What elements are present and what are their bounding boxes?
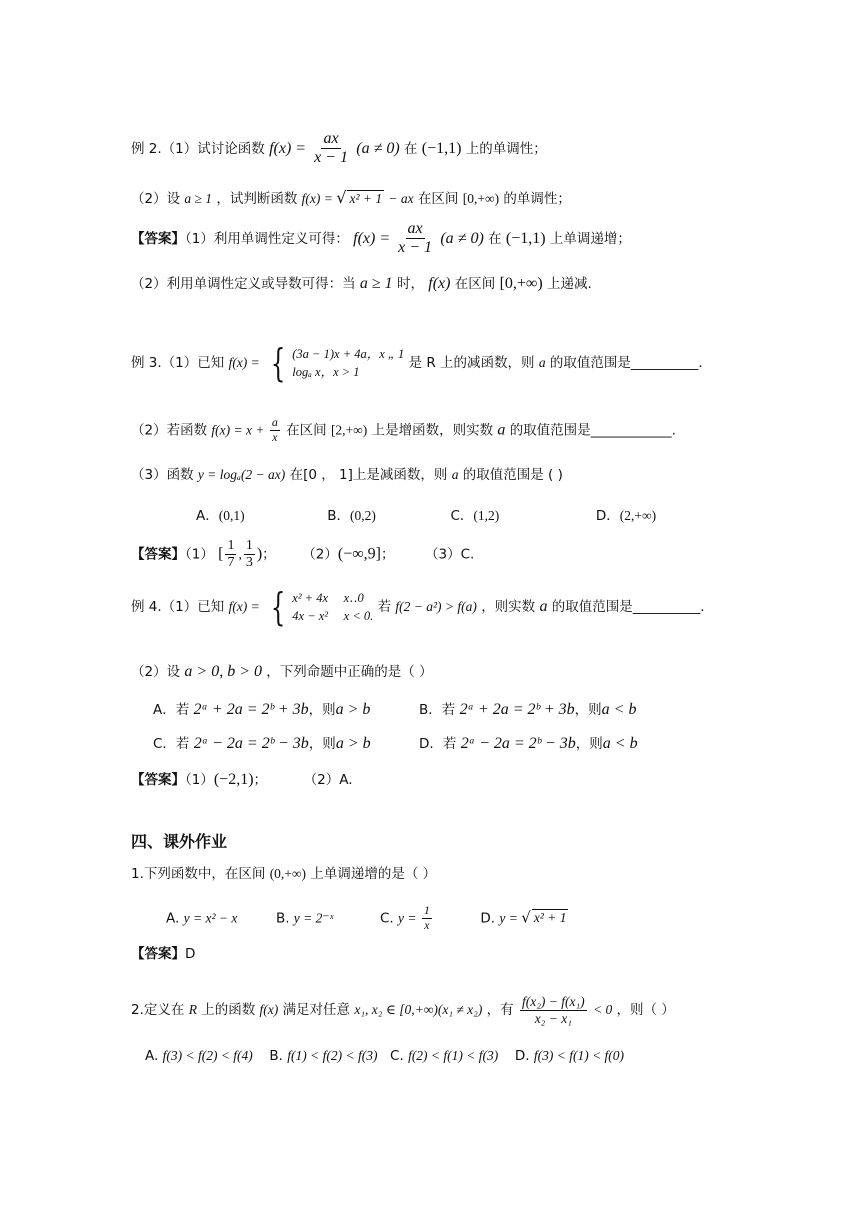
homework-1-options: A. y = x² − x B. y = 2⁻ˣ C. y = $\frac{1}{x}$ D. y = √ x² + 1 — [166, 903, 567, 932]
ex4-q1: 例 4.（1）已知 f(x) = { x² + 4x x‥0 4x − x² x < 0. 若 f(2 − a²) > f(a) ，则实数 a 的取值范围是__________. — [131, 585, 705, 629]
ex3-q2: （2）若函数 f(x) = x + $\frac{a}{x}$ 在区间 [2,+∞) 上是增函数，则实数 a 的取值范围是____________. — [131, 415, 676, 444]
math: − ax — [388, 191, 414, 206]
ex4-option-b: B．若 2ᵃ + 2a = 2ᵇ + 3b，则a < b — [419, 701, 637, 718]
math: f(x) — [259, 1002, 279, 1018]
ex3-options: A．(0,1) B．(0,2) C．(1,2) D．(2,+∞) — [196, 508, 657, 524]
fraction: $\frac{1}{7}$ — [227, 538, 235, 571]
math: (−1,1) — [421, 139, 462, 157]
math: (−∞,9] — [337, 545, 381, 563]
fraction: $\frac{1}{x}$ — [423, 903, 430, 932]
homework-2-options: A. f(3) < f(2) < f(4) B. f(1) < f(2) < f(3) C. f(2) < f(1) < f(3) D. f(3) < f(1) < f(0) — [145, 1048, 625, 1064]
math: f(x) = — [353, 229, 395, 247]
fraction: $\frac{ax}{x - 1}$ — [314, 130, 348, 167]
homework-2-question: 2.定义在 R 上的函数 f(x) 满足对任意 x₁, x₂ ∈ [0,+∞)(x₁ ≠ x₂) ，有 $\frac{\text{f(x₂) − f(x₁)}}{\text{x₂ − x₁}}$ < 0 ，则（ ） — [131, 994, 675, 1026]
answer-label: 【答案】 — [131, 546, 185, 563]
math: (0,+∞) — [269, 866, 307, 881]
case-1: x² + 4x x‥0 — [292, 590, 364, 605]
answer-label: 【答案】 — [131, 230, 185, 247]
ex2-q1: 例 2.（1）试讨论函数 f(x) = $\frac{ax}{x - 1}$ (a ≠ 0) 在 (−1,1) 上的单调性； — [131, 130, 547, 167]
section-heading: 四、课外作业 — [131, 832, 228, 851]
sqrt-expr: x² + 1 — [349, 191, 383, 206]
option-d: f(3) < f(1) < f(0) — [533, 1048, 625, 1063]
math: f(x) = — [269, 139, 311, 157]
math: a > 0, b > 0 — [184, 663, 262, 680]
ex2-answer-1: 【答案】（1）利用单调性定义可得： f(x) = $\frac{ax}{x - 1}$ (a ≠ 0) 在 (−1,1) 上单调递增； — [131, 220, 631, 257]
case-2: 4x − x² x < 0. — [292, 609, 374, 623]
option-a: (0,1) — [218, 508, 245, 523]
option-c: f(2) < f(1) < f(3) — [408, 1048, 499, 1063]
math: (a ≠ 0) — [356, 139, 400, 157]
math: f(x) = — [228, 355, 260, 370]
option-a: y = x² − x — [183, 910, 238, 926]
homework-1-question: 1.下列函数中，在区间 (0,+∞) 上单调递增的是（ ） — [131, 866, 437, 882]
math: f(x) = x + — [211, 422, 268, 438]
math: (a ≠ 0) — [440, 229, 484, 247]
option-a: f(3) < f(2) < f(4) — [162, 1048, 253, 1063]
ex2-q2: （2）设 a ≥ 1 ，试判断函数 f(x) = √ x² + 1 − ax 在区间 [0,+∞) 的单调性； — [131, 188, 571, 207]
option-d: x² + 1 — [533, 910, 567, 926]
ex4-q2: （2）设 a > 0, b > 0 ，下列命题中正确的是（ ） — [131, 663, 433, 680]
math: 2ᵃ − 2a = 2ᵇ − 3b — [460, 735, 576, 752]
answer-label: 【答案】 — [131, 772, 185, 788]
math: f(x) — [428, 275, 451, 292]
math: f(x) = — [301, 191, 337, 206]
fraction: $\frac{\text{f(x₂) − f(x₁)}}{\text{x₂ − x₁}}$ — [521, 994, 585, 1026]
left-brace-icon: { — [270, 341, 286, 385]
case-1: (3a − 1)x + 4a，x „ 1 — [292, 346, 405, 361]
math: x₁, x₂ ∈ [0,+∞)(x₁ ≠ x₂) — [354, 1002, 483, 1018]
ex4-option-c: C．若 2ᵃ − 2a = 2ᵇ − 3b，则a > b — [153, 735, 371, 752]
math: [0,+∞) — [462, 191, 500, 206]
ex3-q3: （3）函数 y = logₐ(2 − ax) 在[0 ， 1]上是减函数，则 a 的取值范围是 ( ) — [131, 467, 563, 483]
option-c: (1,2) — [473, 508, 500, 523]
math: a ≥ 1 — [184, 191, 213, 206]
fraction: $\frac{1}{3}$ — [245, 538, 253, 571]
ex4-option-a: A．若 2ᵃ + 2a = 2ᵇ + 3b，则a > b — [153, 701, 371, 718]
piecewise-function — [264, 341, 405, 385]
ex3-q1: 例 3.（1）已知 f(x) = { (3a − 1)x + 4a，x „ 1 logₐ x，x > 1 是 R 上的减函数，则 a 的取值范围是__________. — [131, 341, 703, 385]
math: [0,+∞) — [499, 275, 543, 292]
math: (−2,1) — [213, 771, 254, 788]
case-2: logₐ x，x > 1 — [292, 365, 360, 379]
ex2-answer-2: （2）利用单调性定义或导数可得：当 a ≥ 1 时， f(x) 在区间 [0,+∞) 上递减. — [131, 275, 592, 292]
math: [2,+∞) — [330, 422, 368, 438]
fraction: $\frac{a}{x}$ — [271, 415, 278, 444]
ex4-answer: 【答案】（1）(−2,1)； （2）A. — [131, 771, 353, 788]
left-brace-icon: { — [270, 585, 286, 629]
homework-1-answer: 【答案】D — [131, 946, 196, 962]
option-b: y = 2⁻ˣ — [293, 910, 334, 926]
math: (−1,1) — [505, 229, 546, 247]
ex2-q1-text: 例 2.（1）试讨论函数 — [131, 140, 265, 157]
math: f(2 − a²) > f(a) — [395, 599, 477, 614]
ex4-option-d: D．若 2ᵃ − 2a = 2ᵇ − 3b，则a < b — [419, 735, 638, 752]
math: f(x) = — [228, 599, 260, 614]
math: 2ᵃ − 2a = 2ᵇ − 3b — [193, 735, 309, 752]
math: y = logₐ(2 − ax) — [197, 467, 286, 482]
math: 2ᵃ + 2a = 2ᵇ + 3b — [459, 701, 575, 718]
math: 2ᵃ + 2a = 2ᵇ + 3b — [193, 701, 309, 718]
ex3-answer: 【答案】（1） [ $\frac{1}{7}$ , $\frac{1}{3}$ )； （2）(−∞,9]； （3）C. — [131, 538, 475, 571]
fraction: $\frac{ax}{x - 1}$ — [398, 220, 433, 257]
math: a ≥ 1 — [359, 275, 393, 292]
option-b: f(1) < f(2) < f(3) — [287, 1048, 378, 1063]
piecewise-function — [264, 585, 374, 629]
option-b: (0,2) — [349, 508, 376, 523]
option-d: (2,+∞) — [619, 508, 657, 523]
answer-label: 【答案】 — [131, 946, 185, 962]
